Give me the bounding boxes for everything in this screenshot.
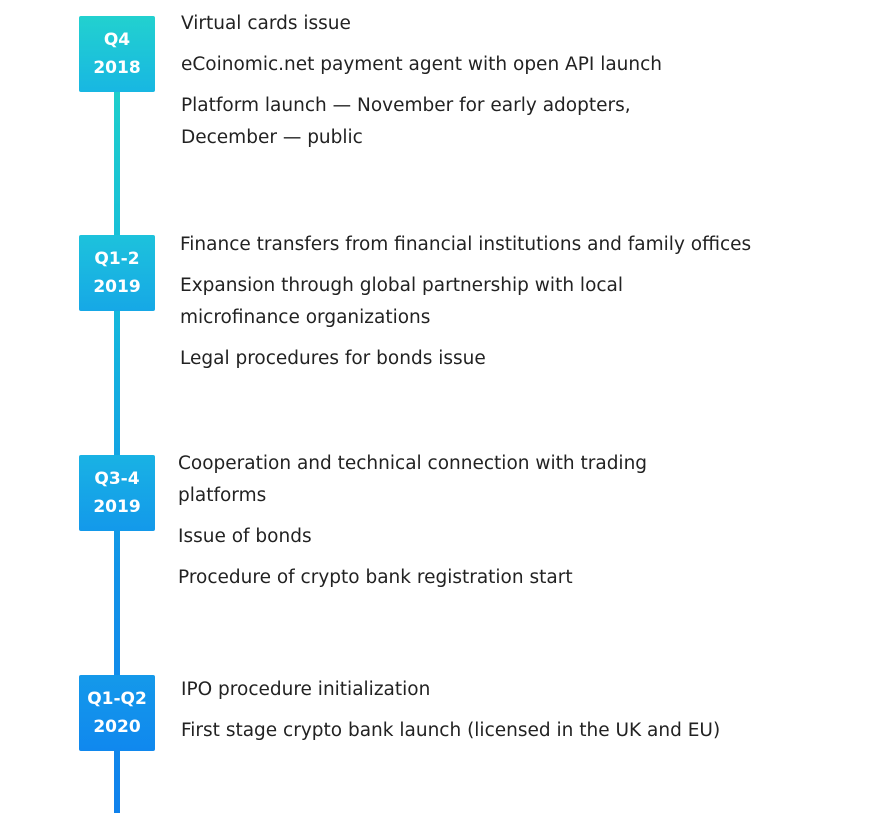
milestone-item: Issue of bonds [178,526,312,547]
milestone-items-q1-q2-2020 [181,674,841,756]
milestone-period: Q1-Q2 [87,689,147,709]
milestone-item: Virtual cards issue [181,13,351,34]
milestone-items-q4-2018 [181,8,741,163]
milestone-period: Q3-4 [94,469,140,489]
milestone-item: Legal procedures for bonds issue [180,348,486,369]
milestone-item: Cooperation and technical connection with trading platforms [178,453,648,506]
milestone-badge-q1-2-2019 [79,235,155,311]
milestone-badge-q1-q2-2020 [79,675,155,751]
milestone-item: Finance transfers from financial institutions and family offices [180,234,752,255]
milestone-badge-q4-2018 [79,16,155,92]
milestone-item: Expansion through global partnership with local microfinance organizations [180,275,624,328]
milestone-year: 2019 [93,497,141,517]
milestone-year: 2020 [93,717,141,737]
milestone-badge-q3-4-2019 [79,455,155,531]
milestone-period: Q1-2 [94,249,140,269]
milestone-item: Procedure of crypto bank registration start [178,567,573,588]
milestone-item: IPO procedure initialization [181,679,431,700]
milestone-year: 2018 [93,58,141,78]
milestone-year: 2019 [93,277,141,297]
milestone-item: First stage crypto bank launch (licensed in the UK and EU) [181,720,721,741]
milestone-item: Platform launch — November for early adopters, December — public [181,95,631,148]
milestone-items-q1-2-2019 [180,229,780,384]
milestone-period: Q4 [103,30,131,50]
milestone-item: eCoinomic.net payment agent with open API launch [181,54,663,75]
milestone-items-q3-4-2019 [178,448,758,603]
